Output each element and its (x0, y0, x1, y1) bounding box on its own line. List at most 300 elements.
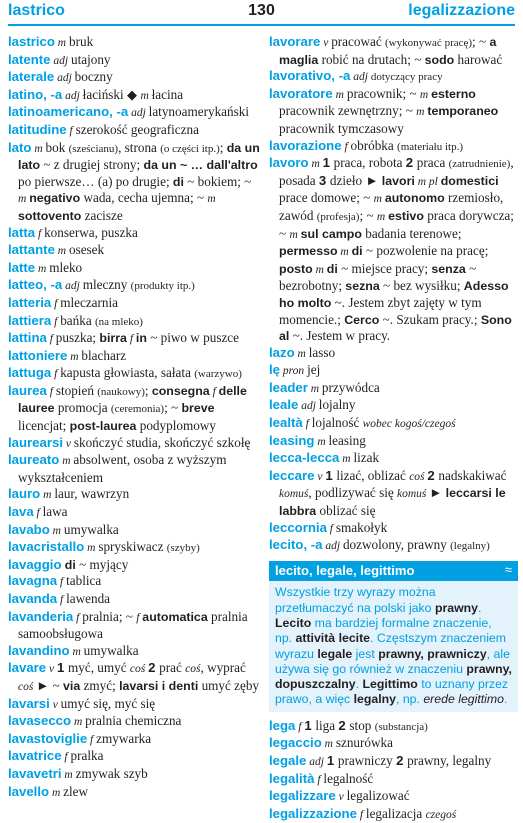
translation: rzemiosło, zawód (279, 190, 504, 223)
headword: lattante (8, 242, 55, 258)
translation: prace domowe; ~ (279, 190, 374, 206)
translation: konserwa, puszka (44, 224, 138, 240)
translation: prawny, legalny (407, 752, 492, 768)
dictionary-entry (8, 713, 260, 731)
grammar-label: m (40, 489, 55, 502)
headword: lavatrice (8, 748, 62, 764)
translation: mleczarnia (60, 294, 119, 310)
grammar-label: coś (185, 663, 201, 676)
dictionary-entry (8, 242, 260, 260)
grammar-label: coś (129, 663, 149, 676)
translation: absolwent, osoba z wyższym wykształceniem (18, 452, 227, 485)
grammar-label: m (54, 37, 69, 49)
translation: ~ pozwolenie na pracę; (362, 243, 489, 259)
translation: blacharz (81, 347, 127, 363)
translation: ; ~ (472, 34, 490, 49)
context-note: (wykonywać pracę) (385, 37, 473, 49)
right-column-entries-top (269, 34, 518, 555)
translation: lawenda (66, 591, 111, 606)
headword: latteo, -a (8, 277, 63, 293)
grammar-label: adj (350, 71, 371, 84)
headword: lavare (8, 660, 47, 676)
dictionary-entry (8, 784, 260, 802)
grammar-label: m (307, 382, 322, 395)
translation: mleczny (82, 277, 131, 293)
dictionary-entry (269, 397, 518, 415)
grammar-label: v (46, 663, 57, 676)
headword: leale (269, 397, 299, 413)
headword: lavacristallo (8, 539, 85, 555)
dictionary-entry (8, 87, 260, 105)
context-note: (profesja) (316, 210, 360, 223)
headword: leader (269, 379, 308, 395)
translation: łacina (151, 86, 184, 102)
translation: ~ z drugiej strony; (40, 157, 144, 173)
dictionary-entry (8, 313, 260, 331)
note-keyword: legale (317, 646, 353, 661)
context-note: (o części itp.) (160, 142, 220, 155)
grammar-label: m (337, 246, 352, 259)
grammar-label: m (140, 89, 152, 102)
headword: lealtà (269, 415, 303, 431)
grammar-label: m (61, 768, 76, 781)
phrase: post-laurea (69, 419, 137, 434)
dictionary-entry (269, 468, 518, 520)
translation: ~ bez wysiłku; (379, 278, 464, 294)
translation: praca (416, 155, 449, 171)
dictionary-entry (269, 380, 518, 398)
translation: lojalny (318, 397, 356, 413)
phrase: di (326, 261, 338, 276)
dictionary-entry (8, 504, 260, 522)
note-text: jest (352, 646, 379, 661)
context-note: (produkty itp.) (130, 280, 195, 293)
headword: lecito, -a (269, 537, 323, 553)
headword: leccare (269, 467, 315, 483)
translation: lojalność (311, 415, 363, 431)
grammar-label: v (335, 791, 347, 804)
dictionary-entry (8, 539, 260, 557)
phrase: sodo (424, 52, 455, 67)
context-note: (ceremonia) (110, 403, 165, 416)
grammar-label: komuś (279, 488, 309, 501)
header-rule (8, 24, 515, 26)
dictionary-entry (269, 362, 518, 380)
right-column-entries-bottom (269, 718, 518, 823)
translation: ~ piwo w puszce (146, 330, 240, 346)
translation: pralka (70, 748, 104, 764)
translation: pralnia samoobsługowa (18, 608, 248, 642)
grammar-label: m (49, 524, 64, 537)
dictionary-entry (8, 260, 260, 278)
dictionary-entry (269, 86, 518, 138)
translation: spryskiwacz (98, 539, 167, 555)
translation: podyplomowy (136, 418, 216, 434)
headword: lazo (269, 344, 295, 360)
grammar-label: m (339, 453, 354, 466)
dictionary-entry (8, 383, 260, 435)
headword: latente (8, 51, 51, 67)
phrase: Adesso ho molto (279, 279, 509, 310)
sense-number: 1 (57, 660, 68, 676)
note-keyword: Legittimo (362, 677, 418, 692)
translation: ~ myjący (75, 556, 129, 572)
headword: lavanderia (8, 608, 74, 624)
headword: lavandino (8, 642, 70, 658)
translation: myć, umyć (68, 660, 130, 676)
translation: stopień (55, 382, 98, 398)
grammar-label: m (71, 716, 86, 729)
headword: lauro (8, 486, 41, 502)
phrase: sezna (345, 279, 380, 294)
translation: pracować (331, 34, 385, 49)
phrase: posto (279, 261, 313, 276)
grammar-label: v (49, 698, 61, 711)
dictionary-entry (8, 277, 260, 295)
page-header (8, 2, 515, 24)
translation: po pierwsze… (a) po drugie; (18, 173, 173, 189)
header-first-word: lastrico (8, 2, 65, 19)
dictionary-entry (269, 138, 518, 156)
dictionary-entry (269, 415, 518, 433)
translation: sznurówka (335, 735, 393, 751)
headword: latino, -a (8, 86, 63, 102)
translation: leasing (328, 432, 366, 448)
translation: ~. Jestem w pracy. (289, 328, 391, 344)
phrase: da un lato (18, 140, 260, 173)
phrase: esterno (431, 86, 476, 101)
dictionary-entry (8, 435, 260, 453)
grammar-label: m (419, 88, 432, 101)
grammar-label: adj (62, 89, 83, 102)
phrase: automatica (142, 609, 208, 624)
headword: lavabo (8, 521, 50, 537)
note-keyword: prawny, prawniczy (378, 646, 487, 661)
grammar-label: m (59, 455, 74, 468)
translation: legalizować (346, 788, 410, 804)
headword: legaccio (269, 735, 322, 751)
grammar-label: f (51, 315, 61, 328)
translation: ; (219, 139, 227, 155)
dictionary-entry (8, 643, 260, 661)
headword: lavasecco (8, 713, 72, 729)
grammar-label: f (66, 124, 76, 137)
phrase: sul campo (300, 226, 362, 241)
headword: lavanda (8, 591, 58, 606)
dictionary-entry (8, 748, 260, 766)
headword: lavorazione (269, 137, 342, 153)
translation: lizać, oblizać (336, 467, 410, 483)
note-text: Wszystkie trzy wyrazy można przetłumaczyć na polski jako (275, 585, 436, 615)
headword: lę (269, 362, 280, 378)
context-note: (legalny) (450, 540, 490, 553)
phrase: a maglia (279, 35, 497, 67)
phrase: permesso (279, 244, 338, 259)
dictionary-entry (269, 68, 518, 86)
dictionary-entry (8, 766, 260, 784)
translation: obróbka (350, 137, 398, 153)
phrase: negativo (29, 191, 81, 206)
grammar-label: f (57, 576, 67, 589)
translation: ; ~ (359, 207, 377, 223)
translation: ~ bezrobotny; (279, 260, 477, 294)
translation: umyć zęby (198, 677, 260, 693)
usage-note-body (269, 581, 518, 707)
translation: lasso (308, 344, 336, 360)
headword: lattina (8, 330, 47, 346)
headword: laureato (8, 452, 60, 468)
headword: lecca-lecca (269, 450, 340, 466)
grammar-label: f (356, 808, 366, 821)
right-column (269, 34, 518, 823)
grammar-label: v (63, 437, 74, 450)
grammar-label: v (314, 470, 326, 483)
translation: stop (349, 717, 375, 733)
sense-number: 2 (338, 717, 350, 733)
translation: łaciński ◆ (82, 86, 141, 102)
note-example: erede legittimo (423, 692, 505, 707)
translation: oblizać się (316, 503, 376, 519)
dictionary-entry (8, 34, 260, 52)
translation: pralnia; ~ (82, 608, 137, 624)
translation: zmywarka (96, 730, 152, 746)
dictionary-entry (8, 731, 260, 749)
phrase: via (63, 678, 81, 693)
headword: lato (8, 139, 32, 155)
headword: lavorare (269, 34, 321, 49)
header-last-word: legalizzazione (408, 2, 515, 19)
translation: pracownik zewnętrzny; ~ (279, 103, 417, 119)
dictionary-entry (269, 433, 518, 451)
translation: ~. Szukam pracy.; (379, 311, 481, 327)
context-note: (substancja) (374, 720, 428, 733)
page-number: 130 (248, 2, 275, 19)
translation: prawniczy (337, 752, 397, 768)
dictionary-entry (8, 660, 260, 695)
translation: ; ~ (164, 400, 182, 416)
dictionary-entry (269, 520, 518, 538)
grammar-label: f (46, 333, 56, 346)
grammar-label: m (84, 542, 99, 555)
headword: laurearsi (8, 434, 63, 450)
headword: latteria (8, 294, 52, 310)
translation: nadskakiwać (438, 467, 507, 483)
grammar-label: m (31, 142, 46, 155)
grammar-label: m (312, 263, 327, 276)
context-note: (sześcianu) (68, 142, 119, 155)
dictionary-entry (8, 330, 260, 348)
usage-note-title (269, 561, 518, 582)
grammar-label: f (61, 751, 71, 764)
note-text: to uznany przez prawo, a więc (275, 677, 509, 707)
dictionary-entry (8, 69, 260, 87)
left-column (8, 34, 260, 801)
translation: promocja (54, 400, 111, 416)
headword: lavoratore (269, 85, 333, 101)
grammar-label: f (209, 385, 219, 398)
grammar-label: f (51, 297, 61, 310)
translation: , posada (279, 155, 514, 188)
grammar-label: f (35, 227, 45, 240)
headword: latitudine (8, 121, 67, 137)
dictionary-entry (269, 718, 518, 736)
note-keyword: Lecito (275, 616, 312, 630)
grammar-label: m (314, 435, 329, 448)
headword: lavavetri (8, 765, 62, 781)
grammar-label: m (373, 193, 385, 206)
grammar-label: wobec kogoś/czegoś (362, 418, 456, 431)
grammar-label: f (326, 522, 336, 535)
dictionary-entry (8, 452, 260, 486)
grammar-label: pron (280, 365, 308, 378)
note-text: . (355, 677, 363, 692)
phrase: di (64, 557, 76, 572)
dictionary-entry (269, 34, 518, 68)
headword: legale (269, 752, 307, 768)
sense-number: 1 (304, 717, 316, 733)
note-keyword: prawny, dopuszczalny (275, 661, 512, 692)
translation: ► (429, 485, 446, 501)
approx-equal-icon: ≈ (504, 561, 512, 577)
dictionary-entry (8, 295, 260, 313)
dictionary-entry (8, 225, 260, 243)
translation: dozwolony, prawny (342, 537, 451, 553)
translation: ; (144, 382, 152, 398)
dictionary-entry (8, 557, 260, 574)
headword: lavarsi (8, 695, 50, 711)
note-text: . (504, 692, 508, 707)
translation: praca dorywcza; ~ (279, 207, 514, 241)
headword: lattiera (8, 312, 52, 328)
grammar-label: m (308, 158, 323, 171)
headword: leasing (269, 432, 315, 448)
sense-number: 2 (427, 467, 439, 483)
translation: osesek (68, 242, 105, 258)
translation: przywódca (321, 379, 380, 395)
headword: lattuga (8, 365, 52, 381)
headword: lavoro (269, 155, 309, 171)
headword: lega (269, 717, 296, 733)
translation: jej (307, 362, 321, 378)
grammar-label: adj (54, 72, 75, 85)
phrase: temporaneo (427, 104, 499, 119)
phrase: di (172, 174, 184, 189)
translation: pralnia chemiczna (85, 713, 182, 729)
translation: lizak (353, 450, 380, 466)
grammar-label: f (33, 507, 43, 520)
translation: bok (45, 139, 69, 155)
phrase: leccarsi le labbra (279, 486, 506, 519)
context-note: (zatrudnienie) (448, 158, 511, 171)
dictionary-entry (269, 806, 518, 823)
grammar-label: f (73, 611, 83, 624)
grammar-label: f (51, 368, 61, 381)
phrase: autonomo (384, 191, 445, 206)
dictionary-entry (269, 345, 518, 363)
grammar-label: adj (128, 107, 149, 120)
sense-number: 2 (396, 752, 408, 768)
headword: lavagna (8, 573, 58, 589)
translation: lawa (42, 504, 68, 520)
translation: ~. Jestem zbyt zajęty w tym momencie.; (279, 294, 482, 327)
grammar-label: v (320, 37, 332, 49)
phrase: di (351, 244, 363, 259)
dictionary-entry (269, 450, 518, 468)
grammar-label: f (87, 733, 97, 746)
grammar-label: coś (409, 470, 428, 483)
translation: umywalka (83, 642, 139, 658)
grammar-label: m (69, 645, 84, 658)
dictionary-entry (269, 155, 518, 345)
headword: leccornia (269, 519, 327, 535)
translation: umywalka (63, 521, 119, 537)
translation: zlew (63, 783, 89, 799)
phrase: Sono al (279, 312, 512, 344)
headword: lavastoviglie (8, 730, 88, 746)
sense-number: 2 (148, 660, 160, 676)
headword: latinoamericano, -a (8, 104, 129, 120)
headword: laterale (8, 69, 55, 85)
headword: latte (8, 259, 36, 275)
translation: boczny (74, 69, 113, 85)
grammar-label: m (332, 88, 347, 101)
phrase: sottovento (18, 208, 82, 223)
grammar-label: coś (18, 680, 37, 693)
note-keyword: attività lecite (295, 631, 371, 646)
translation: mleko (49, 259, 83, 275)
translation: praca, robota (333, 155, 406, 171)
dictionary-entry (269, 537, 518, 555)
translation: , wyprać (200, 660, 246, 676)
grammar-label: adj (322, 540, 343, 553)
translation: dzieło ► (329, 172, 382, 188)
grammar-label: f (136, 611, 143, 624)
note-text: ma bardziej formalne znaczenie, np. (275, 616, 492, 646)
grammar-label: m (289, 228, 301, 241)
translation: bruk (68, 34, 94, 49)
grammar-label: m (207, 193, 216, 206)
headword: lattoniere (8, 347, 68, 363)
grammar-label: komuś (397, 488, 430, 501)
sense-number: 1 (325, 467, 337, 483)
translation: legalność (323, 770, 374, 786)
translation: harować (454, 51, 503, 67)
translation: , strona (118, 139, 161, 155)
translation: szerokość geograficzna (75, 121, 199, 137)
grammar-label: m (321, 738, 336, 751)
grammar-label: m (67, 350, 82, 363)
phrase: lavori (381, 173, 415, 188)
phrase: domestici (440, 173, 499, 188)
grammar-label: czegoś (425, 808, 457, 821)
headword: lava (8, 504, 34, 520)
context-note: (szyby) (166, 542, 200, 555)
translation: ~ miejsce pracy; (337, 260, 432, 276)
usage-note-box (269, 561, 518, 712)
grammar-label: f (341, 140, 351, 153)
context-note: dotyczący pracy (370, 71, 443, 84)
translation: umyć się, myć się (60, 695, 156, 711)
grammar-label: f (46, 385, 56, 398)
dictionary-entry (269, 735, 518, 753)
translation: wada, cecha ujemna; ~ (80, 190, 208, 206)
context-note: (warzywo) (194, 368, 242, 381)
note-keyword: legalny (353, 692, 396, 707)
dictionary-entry (8, 522, 260, 540)
dictionary-entry (8, 591, 260, 609)
dictionary-entry (8, 104, 260, 122)
translation: kapusta głowiasta, sałata (60, 365, 195, 381)
